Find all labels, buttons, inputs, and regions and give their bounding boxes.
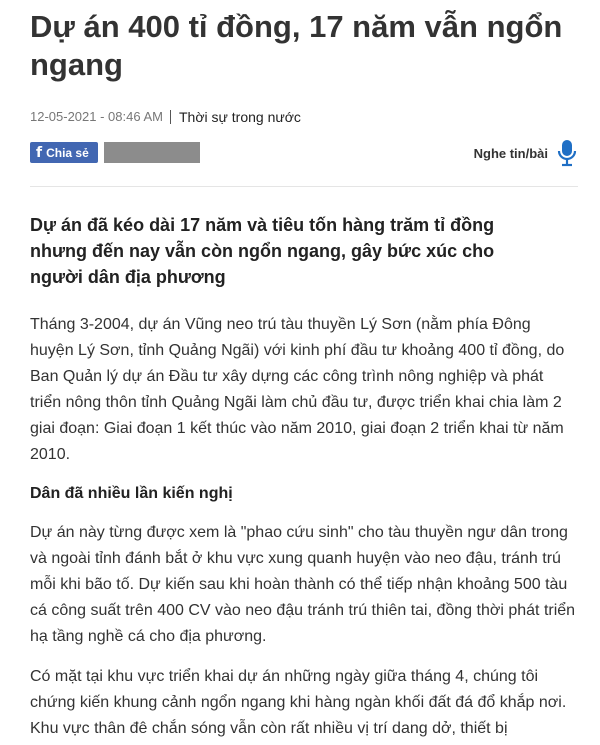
- article-paragraph: Tháng 3-2004, dự án Vũng neo trú tàu thuyền Lý Sơn (nằm phía Đông huyện Lý Sơn, tỉnh Quảng Ngãi) với kinh phí đầu tư khoảng 400 tỉ đồng, do Ban Quản lý dự án Đầu tư xây dựng các công trình nông nghiệp và phát triển nông thôn tỉnh Quảng Ngãi làm chủ đầu tư, được triển khai chia làm 2 giai đoạn: Giai đoạn 1 kết thúc vào năm 2010, giai đoạn 2 triển khai từ năm 2010.: [30, 316, 565, 463]
- category-link[interactable]: Thời sự trong nước: [178, 109, 301, 125]
- share-placeholder[interactable]: [104, 142, 200, 163]
- meta-separator: [170, 110, 171, 124]
- microphone-icon: [556, 139, 578, 167]
- facebook-icon: f: [36, 144, 43, 161]
- listen-label: Nghe tin/bài: [473, 145, 548, 161]
- article-lead: Dự án đã kéo dài 17 năm và tiêu tốn hàng trăm tỉ đồng nhưng đến nay vẫn còn ngổn ngang, gây bức xúc cho người dân địa phương: [30, 215, 495, 287]
- publish-date: 12-05-2021 - 08:46 AM: [30, 109, 163, 124]
- listen-button[interactable]: [474, 140, 578, 166]
- article-meta: [30, 107, 301, 127]
- share-button-label: Chia sẻ: [46, 145, 89, 160]
- article-title: Dự án 400 tỉ đồng, 17 năm vẫn ngổn ngang: [30, 9, 563, 82]
- facebook-share-button[interactable]: [30, 142, 98, 163]
- share-toolbar: [30, 140, 578, 166]
- header-divider: [30, 186, 578, 187]
- article-subheading: Dân đã nhiều lần kiến nghị: [30, 485, 233, 502]
- article-paragraph: Có mặt tại khu vực triển khai dự án những ngày giữa tháng 4, chúng tôi chứng kiến khung cảnh ngổn ngang khi hàng ngàn khối đất đá đổ khắp nơi. Khu vực thân đê chắn sóng vẫn còn rất nhiều vị trí dang dở, thiết bị: [30, 668, 567, 737]
- article-paragraph: Dự án này từng được xem là "phao cứu sinh" cho tàu thuyền ngư dân trong và ngoài tỉnh đánh bắt ở khu vực xung quanh huyện vào neo đậu, tránh trú mỗi khi bão tố. Dự kiến sau khi hoàn thành có thể tiếp nhận khoảng 500 tàu cá công suất trên 400 CV vào neo đậu tránh trú thiên tai, đồng thời phát triển hạ tầng nghề cá cho địa phương.: [30, 524, 576, 645]
